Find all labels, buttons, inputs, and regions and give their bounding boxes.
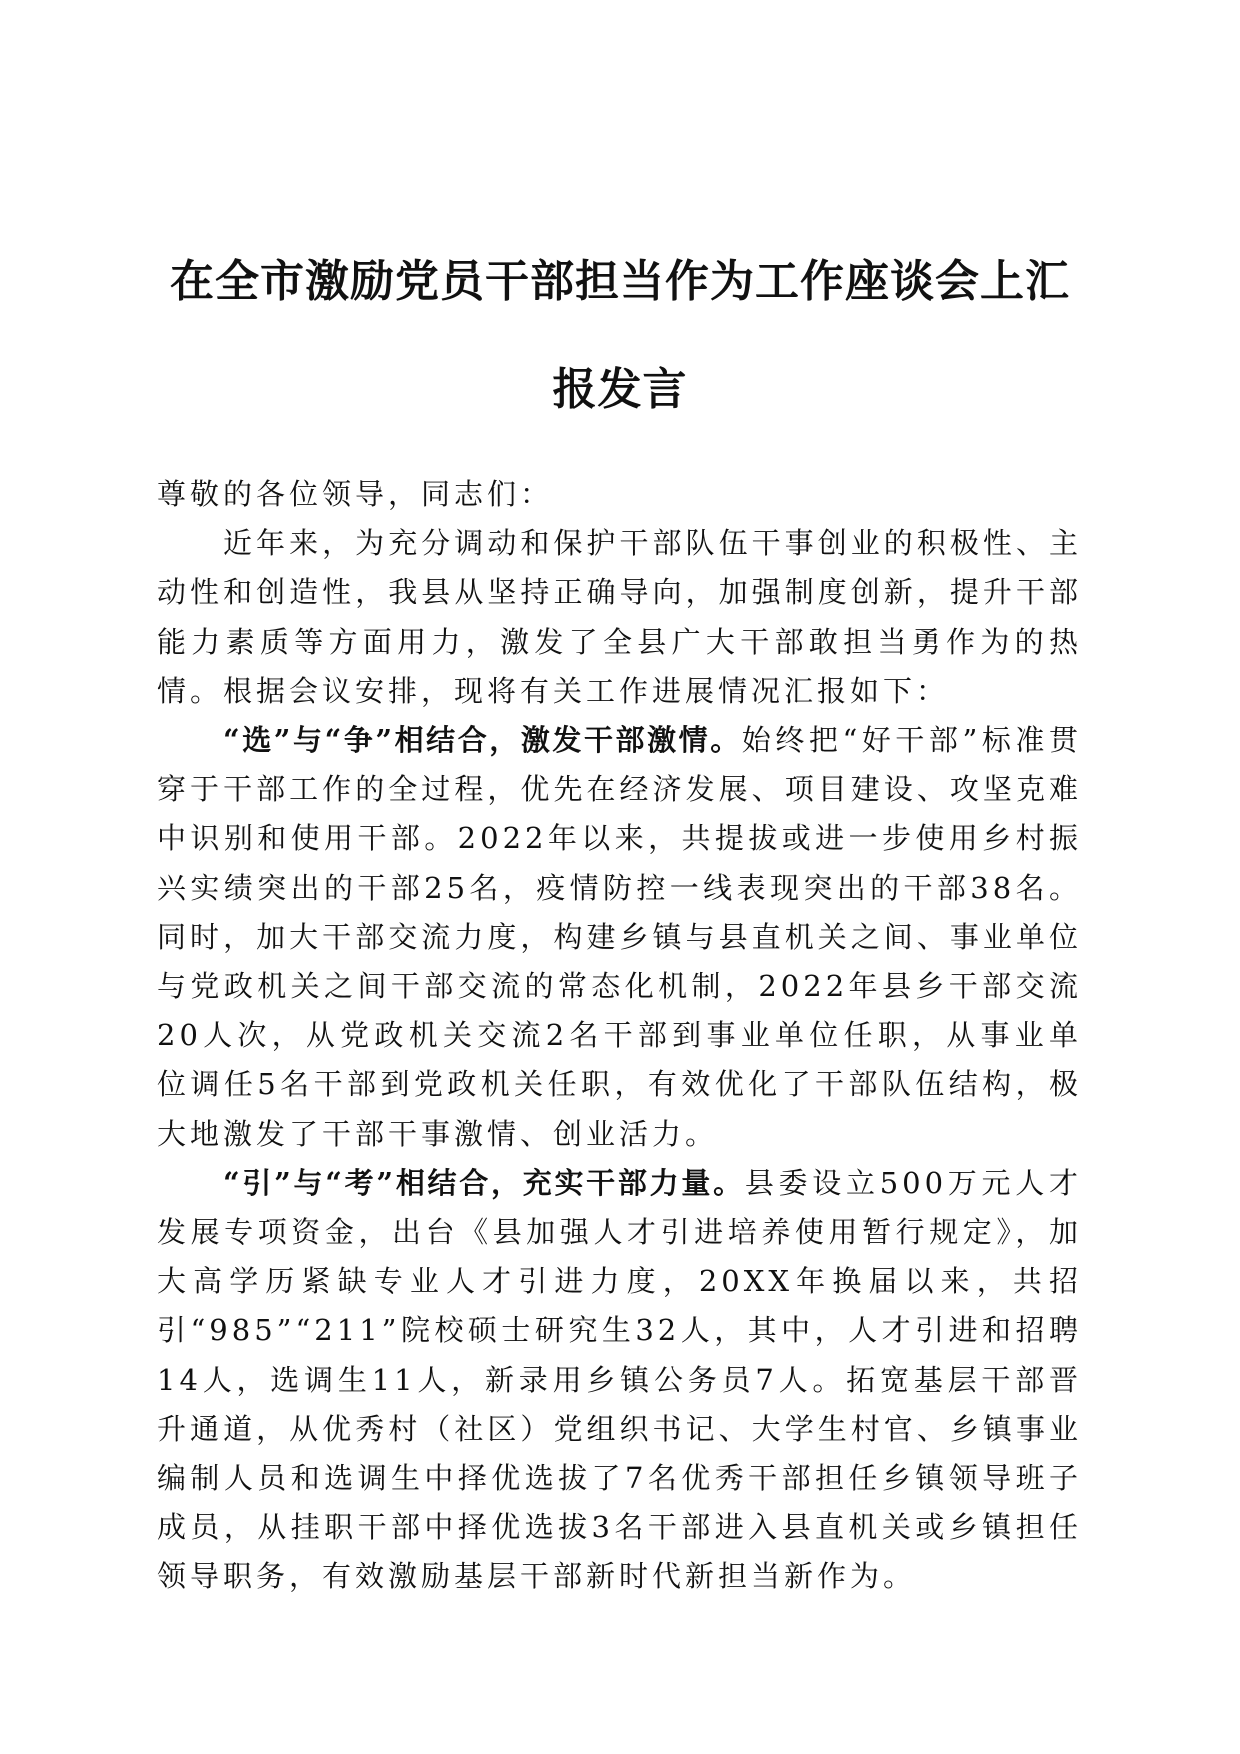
title-line-2: 报发言	[552, 364, 688, 415]
section-2-text: 县委设立500万元人才发展专项资金，出台《县加强人才引进培养使用暂行规定》，加大高学历紧缺专业人才引进力度，20XX年换届以来，共招引“985”“211”院校硕士研究生32人，其中，人才引进和招聘14人，选调生11人，新录用乡镇公务员7人。拓宽基层干部晋升通道，从优秀村（社区）党组织书记、大学生村官、乡镇事业编制人员和选调生中择优选拔了7名优秀干部担任乡镇领导班子成员，从挂职干部中择优选拔3名干部进入县直机关或乡镇担任领导职务，有效激励基层干部新时代新担当新作为。	[157, 1165, 1082, 1594]
intro-paragraph: 近年来，为充分调动和保护干部队伍干事创业的积极性、主动性和创造性，我县从坚持正确导向，加强制度创新，提升干部能力素质等方面用力，激发了全县广大干部敢担当勇作为的热情。根据会议安排，现将有关工作进展情况汇报如下：	[157, 526, 1082, 708]
salutation: 尊敬的各位领导，同志们：	[157, 477, 554, 511]
section-1-paragraph	[157, 716, 1082, 1159]
section-1-heading: “选”与“争”相结合，激发干部激情。	[223, 723, 742, 758]
section-1-text: 始终把“好干部”标准贯穿于干部工作的全过程，优先在经济发展、项目建设、攻坚克难中识别和使用干部。2022年以来，共提拔或进一步使用乡村振兴实绩突出的干部25名，疫情防控一线表现突出的干部38名。同时，加大干部交流力度，构建乡镇与县直机关之间、事业单位与党政机关之间干部交流的常态化机制，2022年县乡干部交流20人次，从党政机关交流2名干部到事业单位任职，从事业单位调任5名干部到党政机关任职，有效优化了干部队伍结构，极大地激发了干部干事激情、创业活力。	[157, 723, 1082, 1151]
section-2-paragraph	[157, 1159, 1082, 1602]
section-2-heading: “引”与“考”相结合，充实干部力量。	[223, 1165, 745, 1200]
document-title	[150, 228, 1090, 444]
title-line-1: 在全市激励党员干部担当作为工作座谈会上汇	[170, 256, 1070, 307]
document-body	[157, 470, 1082, 1602]
